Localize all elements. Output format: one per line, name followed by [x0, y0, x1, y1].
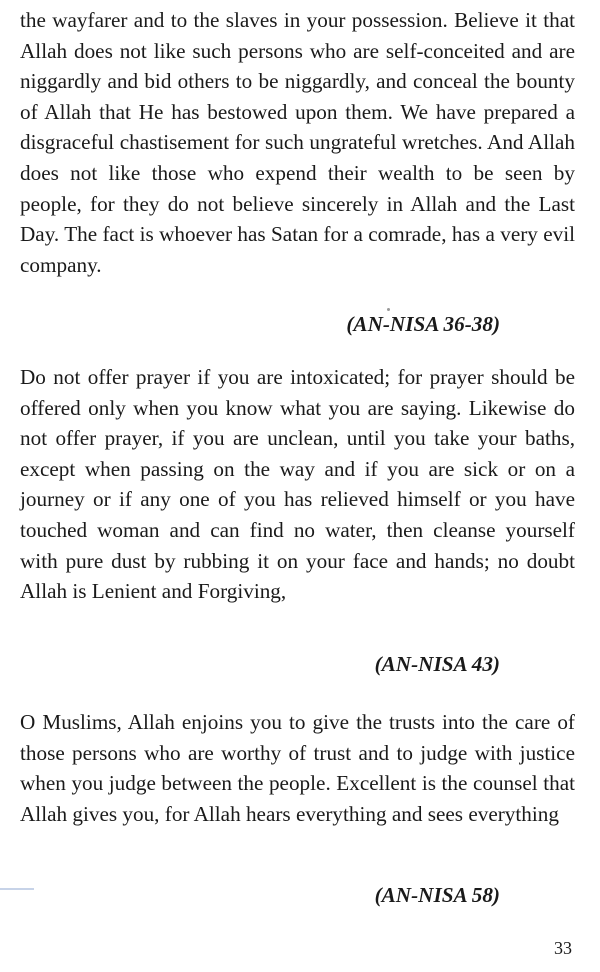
page-number: 33	[554, 938, 572, 958]
passage-2-text: Do not offer prayer if you are intoxicated; for prayer should be offered only when you know what you are saying. Likewise do not offer prayer, if you are unclean, until you take your baths, except when passing on the way and if you are sick or on a journey or if any one of you has relieved himself or you have touched woman and can find no water, then cleanse yourself with pure dust by rubbing it on your face and hands; no doubt Allah is Lenient and Forgiving,	[20, 365, 575, 604]
passage-3-reference: (AN-NISA 58)	[374, 883, 500, 907]
print-speck	[387, 308, 390, 311]
passage-1-text: the wayfarer and to the slaves in your possession. Believe it that Allah does not like such persons who are self-conceited and are niggardly and bid others to be niggardly, and conceal the bounty of Allah that He has bestowed upon them. We have prepared a disgraceful chastisement for such ungrateful wretches. And Allah does not like those who expend their wealth to be seen by people, for they do not believe sincerely in Allah and the Last Day. The fact is whoever has Satan for a comrade, has a very evil company.	[20, 8, 575, 277]
passage-2-reference: (AN-NISA 43)	[374, 652, 500, 676]
scan-mark	[0, 888, 34, 890]
passage-1-reference: (AN-NISA 36-38)	[346, 312, 500, 336]
passage-3-text: O Muslims, Allah enjoins you to give the trusts into the care of those persons who are worthy of trust and to judge with justice when you judge between the people. Excellent is the counsel that Allah gives you, for Allah hears everything and sees everything	[20, 710, 575, 826]
